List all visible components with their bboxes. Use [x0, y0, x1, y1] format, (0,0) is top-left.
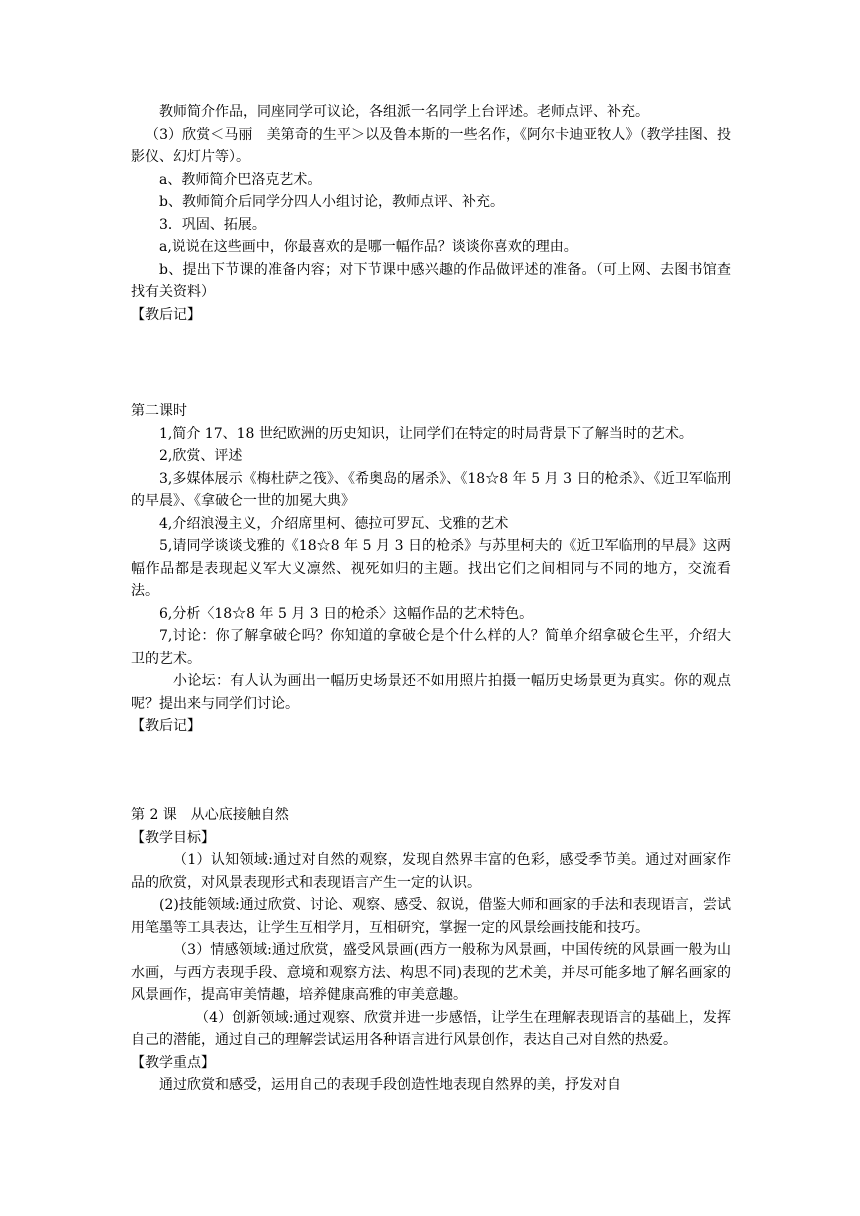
list-item: 1,简介 17、18 世纪欧洲的历史知识，让同学们在特定的时局背景下了解当时的艺术。 — [159, 425, 693, 442]
teaching-goals-heading: 【教学目标】 — [131, 829, 215, 846]
paragraph: （3）欣赏＜马丽 美第奇的生平＞以及鲁本斯的一些名作，《阿尔卡迪亚牧人》（教学挂图、投影仪、幻灯片等）。 — [131, 126, 731, 165]
list-item: 3,多媒体展示《梅杜萨之筏》、《希奥岛的屠杀》、《18☆8 年 5 月 3 日的枪杀》、《近卫军临刑的早晨》、《拿破仑一世的加冕大典》 — [131, 470, 731, 509]
paragraph: a,说说在这些画中，你最喜欢的是哪一幅作品？谈谈你喜欢的理由。 — [159, 239, 578, 255]
after-class-note-heading: 【教后记】 — [131, 306, 201, 323]
goal-skills: (2)技能领域:通过欣赏、讨论、观察、感受、叙说，借鉴大师和画家的手法和表现语言，尝试用笔墨等工具表达，让学生互相学月，互相研究，掌握一定的风景绘画技能和技巧。 — [131, 897, 731, 936]
after-class-note-heading: 【教后记】 — [131, 718, 201, 734]
paragraph: 教师简介作品，同座同学可议论，各组派一名同学上台评述。老师点评、补充。 — [159, 104, 649, 120]
goal-emotion: （3）情感领域:通过欣赏，盛受风景画(西方一般称为风景画，中国传统的风景画一般为山水画，与西方表现手段、意境和观察方法、构思不同)表现的艺术美，并尽可能多地了解名画家的风景画作，提高审美情趣，培养健康高雅的审美意趣。 — [131, 942, 731, 1003]
paragraph: 3．巩固、拓展。 — [159, 216, 266, 233]
section-lesson-activities — [131, 101, 731, 326]
paragraph: b、教师简介后同学分四人小组讨论，教师点评、补充。 — [159, 194, 504, 210]
forum-paragraph: 小论坛：有人认为画出一幅历史场景还不如用照片拍摄一幅历史场景更为真实。你的观点呢？提出来与同学们讨论。 — [131, 673, 731, 712]
paragraph: a、教师简介巴洛克艺术。 — [159, 171, 322, 188]
goal-cognitive: （1）认知领域:通过对自然的观察，发现自然界丰富的色彩，感受季节美。通过对画家作品的欣赏，对风景表现形式和表现语言产生一定的认识。 — [131, 852, 731, 891]
section-second-period — [131, 400, 731, 738]
list-item: 4,介绍浪漫主义，介绍席里柯、德拉可罗瓦、戈雅的艺术 — [159, 515, 509, 532]
list-item: 5,请同学谈谈戈雅的《18☆8 年 5 月 3 日的枪杀》与苏里柯夫的《近卫军临刑的早晨》这两幅作品都是表现起义军大义凛然、视死如归的主题。找出它们之间相同与不同的地方，交流看法。 — [131, 538, 731, 599]
section-lesson-two — [131, 804, 731, 1097]
lesson-title: 第 2 课 从心底接触自然 — [131, 807, 289, 823]
paragraph: b、提出下节课的准备内容；对下节课中感兴趣的作品做评述的准备。（可上网、去图书馆查找有关资料） — [131, 261, 731, 300]
teaching-focus-text: 通过欣赏和感受，运用自己的表现手段创造性地表现自然界的美，抒发对自 — [159, 1077, 621, 1093]
list-item: 6,分析〈18☆8 年 5 月 3 日的枪杀〉这幅作品的艺术特色。 — [159, 605, 534, 622]
section-heading: 第二课时 — [131, 403, 187, 419]
list-item: 7,讨论：你了解拿破仑吗？你知道的拿破仑是个什么样的人？简单介绍拿破仑生平，介绍大卫的艺术。 — [131, 628, 731, 667]
teaching-focus-heading: 【教学重点】 — [131, 1054, 215, 1071]
goal-innovation: （4）创新领域:通过观察、欣赏并进一步感悟，让学生在理解表现语言的基础上，发挥自己的潜能，通过自己的理解尝试运用各种语言进行风景创作，表达自己对自然的热爱。 — [131, 1009, 731, 1048]
list-item: 2,欣赏、评述 — [159, 448, 243, 464]
